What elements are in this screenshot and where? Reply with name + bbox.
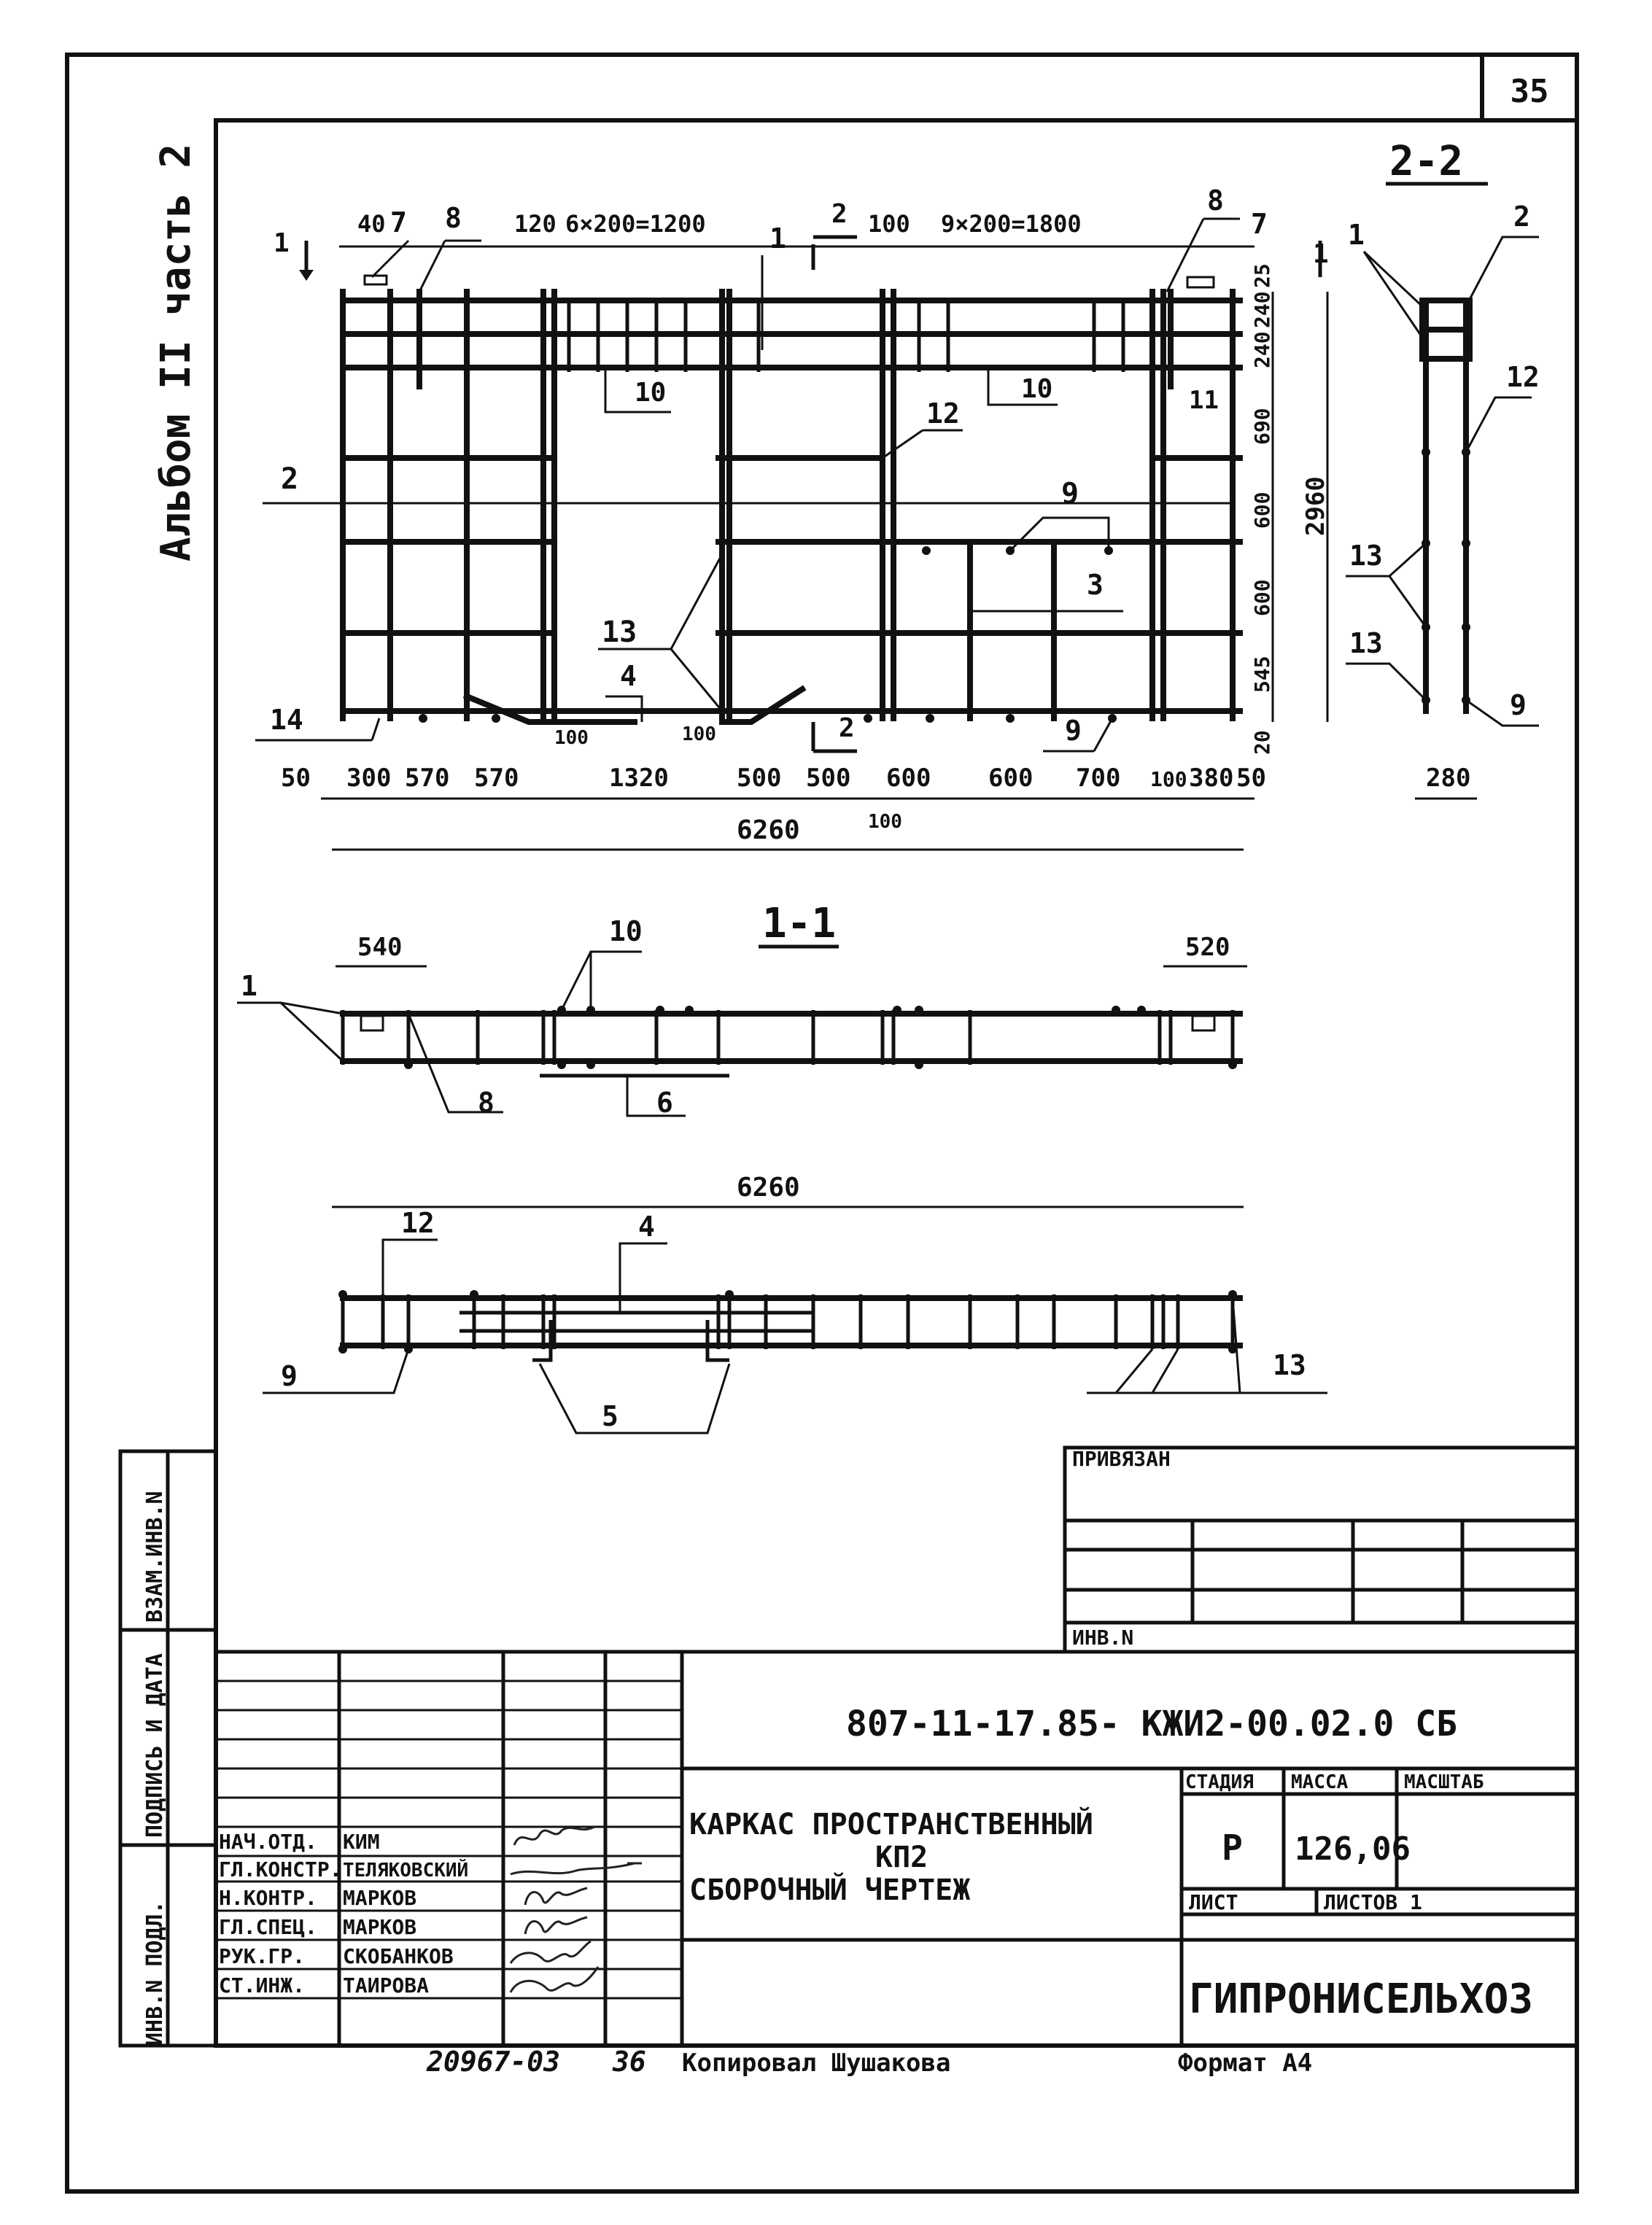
main-view [255,185,1330,850]
pos-3: 3 [1087,569,1104,601]
cut-mark-2-bottom: 2 [839,713,855,743]
section-2-2-title: 2-2 [1389,138,1464,185]
side-label-podpis: ПОДПИСЬ И ДАТА [142,1653,168,1838]
pos-9-bottom: 9 [1065,715,1082,747]
dim-top-100: 100 [868,210,910,238]
pos-4-main: 4 [620,660,637,692]
dim-right-25: 25 [1250,263,1274,288]
pos-7-left: 7 [390,206,407,238]
dim-bottom-500b: 500 [806,764,851,793]
dim-top-1800: 9×200=1800 [941,210,1082,238]
mass-header: МАССА [1291,1771,1349,1793]
staff-role: ГЛ.КОНСТР. [219,1857,342,1882]
dim-right-20: 20 [1250,730,1274,755]
pos-2-main: 2 [281,462,299,496]
paper-format: Формат А4 [1178,2049,1313,2078]
staff-name: МАРКОВ [343,1915,417,1939]
staff-role: РУК.ГР. [219,1944,306,1968]
dim-small-100c: 100 [868,811,902,833]
plan-pos-4: 4 [638,1211,655,1243]
dim-right-600b: 600 [1250,579,1274,616]
staff-name: ТАИРОВА [343,1973,430,1997]
dim-right-545: 545 [1250,656,1274,693]
sheets-header: ЛИСТОВ 1 [1324,1890,1422,1914]
pos-11: 11 [1189,386,1219,415]
pos-8-left: 8 [445,202,462,234]
archive-page: 36 [613,2046,646,2078]
pos-8-right: 8 [1207,185,1224,217]
dim-bottom-50-right: 50 [1236,764,1266,793]
cut-mark-1-left: 1 [274,228,290,258]
pos-1-main: 1 [769,222,786,255]
side-label-inv-podl: ИНВ.N ПОДЛ. [142,1900,168,2046]
title-line-2: КП2 [875,1841,928,1874]
staff-name: КИМ [343,1830,380,1854]
dim-small-100a: 100 [554,727,589,749]
section-2-2 [1346,138,1540,799]
dim-bottom-600b: 600 [988,764,1034,793]
dim-bottom-570a: 570 [405,764,450,793]
plan-pos-13: 13 [1273,1349,1306,1381]
doc-code: 807-11-17.85- КЖИ2-00.02.0 СБ [846,1704,1458,1744]
staff-role: СТ.ИНЖ. [219,1973,306,1997]
dim-total-length: 6260 [737,815,800,845]
s11-pos-10: 10 [609,915,643,947]
s22-width-dim: 280 [1426,764,1471,793]
s22-pos-13a: 13 [1349,540,1383,572]
dim-top-120: 120 [514,210,557,238]
organization: ГИПРОНИСЕЛЬХОЗ [1189,1976,1534,2023]
album-label: Альбом II часть 2 [152,143,200,562]
staff-name: МАРКОВ [343,1886,417,1910]
s11-dim-520: 520 [1185,933,1230,962]
inv-label: ИНВ.N [1072,1626,1134,1650]
side-strip [120,1451,216,2046]
dim-small-100b: 100 [682,723,716,745]
plan-pos-9: 9 [281,1360,298,1392]
s11-dim-540: 540 [357,933,403,962]
s22-pos-9: 9 [1510,689,1527,721]
staff-role: Н.КОНТР. [219,1886,317,1910]
dim-top-1200: 6×200=1200 [565,210,706,238]
dim-bottom-300: 300 [346,764,392,793]
page-number: 35 [1510,73,1549,110]
pos-13-main: 13 [602,616,637,649]
plan-pos-12: 12 [401,1207,435,1239]
plan-view [263,1207,1327,1433]
title-line-1: КАРКАС ПРОСТРАНСТВЕННЫЙ [689,1808,1093,1841]
pos-10-right: 10 [1021,374,1053,404]
s11-pos-6: 6 [656,1087,673,1119]
pos-10-left: 10 [635,378,667,408]
stage-header: СТАДИЯ [1185,1771,1254,1793]
s22-pos-12: 12 [1506,361,1540,393]
archive-number: 20967-03 [427,2046,561,2078]
dim-bottom-380: 380 [1189,764,1234,793]
dim-bottom-50: 50 [281,764,311,793]
dim-bottom-570b: 570 [474,764,519,793]
inclined-bar [722,689,802,722]
dim-right-total: 2960 [1301,476,1330,536]
pos-7-right: 7 [1251,208,1268,240]
cut-mark-2-top: 2 [831,199,848,229]
title-block [216,1447,1577,2046]
s11-total-length: 6260 [737,1173,800,1203]
dim-right-240b: 240 [1250,331,1274,368]
mass-value: 126,06 [1295,1830,1411,1868]
section-1-1-title: 1-1 [762,900,837,947]
dim-top-40: 40 [357,210,386,238]
pos-12-main: 12 [926,397,960,430]
s22-pos-2: 2 [1513,201,1530,233]
cut-mark-1-right: 1 [1313,239,1329,269]
pos-9-main: 9 [1061,477,1079,510]
staff-name: ТЕЛЯКОВСКИЙ [343,1860,469,1882]
s22-pos-1: 1 [1348,219,1365,251]
s22-pos-13b: 13 [1349,627,1383,659]
title-line-3: СБОРОЧНЫЙ ЧЕРТЕЖ [689,1873,971,1907]
staff-name: СКОБАНКОВ [343,1944,454,1968]
dim-right-240a: 240 [1250,291,1274,328]
dim-bottom-500a: 500 [737,764,782,793]
staff-role: ГЛ.СПЕЦ. [219,1915,317,1939]
dim-bottom-1320: 1320 [609,764,669,793]
pos-14: 14 [270,704,303,736]
dim-right-600a: 600 [1250,492,1274,529]
stage-value: Р [1222,1828,1243,1868]
staff-role: НАЧ.ОТД. [219,1830,317,1854]
dim-bottom-700: 700 [1076,764,1121,793]
s11-pos-8: 8 [478,1087,495,1119]
copied-by: Копировал Шушакова [682,2049,951,2078]
dim-right-690: 690 [1250,408,1274,445]
scale-header: МАСШТАБ [1404,1771,1484,1793]
sheet-header: ЛИСТ [1189,1890,1238,1914]
plan-pos-5: 5 [602,1400,618,1432]
section-1-1 [237,900,1247,1207]
side-label-vzam: ВЗАМ.ИНВ.N [142,1491,168,1623]
dim-bottom-100: 100 [1150,767,1187,791]
dim-bottom-600a: 600 [886,764,931,793]
s11-pos-1: 1 [241,970,257,1002]
privyazan-label: ПРИВЯЗАН [1072,1447,1171,1471]
